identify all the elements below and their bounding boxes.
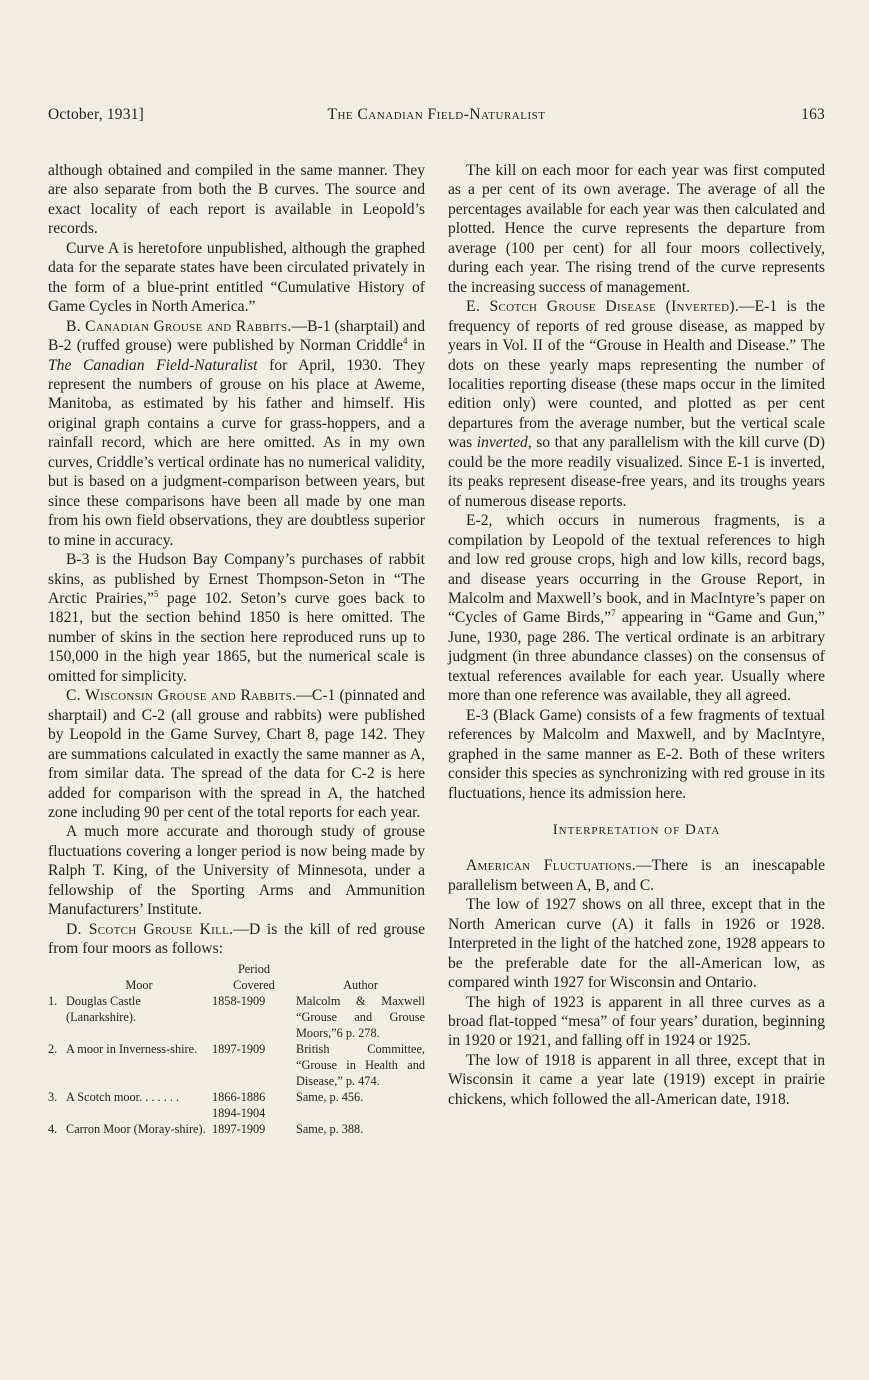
paragraph: E-3 (Black Game) consists of a few fragments of textual references by Malcolm and Maxwell, and by MacIntyre, graphed in the same manner as E-2. Both of these writers consider this species as synchronizing with red grouse in its fluctuations, hence its admission here.: [448, 706, 825, 802]
paragraph: Curve A is heretofore unpublished, although the graphed data for the separate states have been circulated privately in the form of a blue-print entitled “Cumulative History of Game Cycles in North America.”: [48, 239, 425, 316]
table-header-author: Author: [343, 977, 378, 992]
paragraph: E. Scotch Grouse Disease (Inverted).—E-1 is the frequency of reports of red grouse disease, as mapped by years in Vol. II of the “Grouse in Health and Disease.” The dots on these yearly maps representing the number of localities reporting disease (these maps occur in the limited edition only) were counted, and plotted as per cent departures from the average number, but the vertical scale was inverted, so that any parallelism with the kill curve (D) could be the more readily visualized. Since E-1 is inverted, its peaks represent disease-free years, and its troughs years of numerous disease reports.: [448, 298, 826, 510]
paragraph: A much more accurate and thorough study of grouse fluctuations covering a longer period is now being made by Ralph T. King, of the University of Minnesota, under a fellowship of the Sporting Arms and Ammunition Manufacturers’ Institute.: [48, 823, 425, 919]
header-page-number: 163: [801, 106, 825, 123]
table-header-covered: Covered: [233, 977, 275, 992]
table-row: 1. Douglas Castle (Lanarkshire). 1858-1909 Malcolm & Maxwell “Grouse and Grouse Moors,”6 p. 278.: [48, 993, 425, 1040]
table-row: 3. A Scotch moor. . . . . . . 1866-1886 1894-1904 Same, p. 456.: [48, 1089, 364, 1120]
footnote-ref: 5: [153, 588, 159, 599]
paragraph: although obtained and compiled in the same manner. They are also separate from both the B curves. The source and exact locality of each report is available in Leopold’s records.: [48, 162, 425, 238]
paragraph: B-3 is the Hudson Bay Company’s purchases of rabbit skins, as published by Ernest Thompson-Seton in “The Arctic Prairies,”$^5$ page 102. Seton’s curve goes back to 1821, but the section behind 1850 is here omitted. The number of skins in the section here reproduced runs up to 150,000 in the high year 1865, but the numerical scale is omitted for simplicity.: [48, 551, 425, 685]
paragraph: B. Canadian Grouse and Rabbits.—B-1 (sharptail) and B-2 (ruffed grouse) were published by Norman Criddle$^4$ in The Canadian Field-Naturalist for April, 1930. They represent the numbers of grouse on his place at Aweme, Manitoba, as estimated by his father and himself. His original graph contains a curve for grass-hoppers, and a rainfall record, which are here omitted. As in my own curves, Criddle’s vertical ordinate has no numerical validity, but is based on a judgment-comparison between years, but since these comparisons have been all made by one man from his own field observations, they are doubtless superior to mine in accuracy.: [48, 317, 425, 549]
section-run-in-head: C. Wisconsin Grouse and Rabbits.: [66, 687, 297, 705]
paragraph: The low of 1918 is apparent in all three, except that in Wisconsin it came a year late (1919) except in prairie chickens, which followed the all-American date, 1918.: [448, 1051, 825, 1108]
section-run-in-head: B. Canadian Grouse and Rabbits.: [66, 317, 292, 335]
section-heading: Interpretation of Data: [552, 821, 721, 838]
paragraph: The high of 1923 is apparent in all three curves as a broad flat-topped “mesa” of four years’ duration, beginning in 1920 or 1921, and falling off in 1924 or 1925.: [448, 993, 825, 1050]
table-header-moor: Moor: [125, 977, 153, 992]
paragraph: The low of 1927 shows on all three, except that in the North American curve (A) it falls in 1926 or 1928. Interpreted in the light of the hatched zone, 1928 appears to be the preferable date for the all-American low, as compared winth 1927 for Wisconsin and Ontario.: [448, 896, 825, 992]
section-run-in-head: D. Scotch Grouse Kill.: [66, 920, 234, 938]
section-run-in-head: American Fluctuations.: [466, 857, 636, 875]
paragraph: The kill on each moor for each year was first computed as a per cent of its own average. The average of all the percentages available for each year was then calculated and plotted. Hence the curve represents the departure from average (100 per cent) for all four moors collectively, during each year. The rising trend of the curve represents the increasing success of management.: [448, 162, 825, 296]
paragraph: C. Wisconsin Grouse and Rabbits.—C-1 (pinnated and sharptail) and C-2 (all grouse and rabbits) were published by Leopold in the Game Survey, Chart 8, page 142. They are summations calculated in exactly the same manner as A, from similar data. The spread of the data for C-2 is here added for comparison with the spread in A, the hatched zone including 90 per cent of the total reports for each year.: [48, 687, 426, 821]
paragraph: American Fluctuations.—There is an inescapable parallelism between A, B, and C.: [448, 857, 825, 894]
table-row: 2. A moor in Inverness-shire. 1897-1909 British Committee, “Grouse in Health and Disease,” p. 474.: [48, 1041, 425, 1088]
header-date: October, 1931]: [48, 106, 145, 123]
paragraph: D. Scotch Grouse Kill.—D is the kill of red grouse from four moors as follows:: [48, 920, 425, 958]
italic-title: The Canadian Field-Naturalist: [48, 356, 258, 374]
footnote-ref: 4: [403, 335, 408, 346]
table-header-period: Period: [237, 961, 271, 976]
section-run-in-head: E. Scotch Grouse Disease (Inverted).: [466, 298, 740, 316]
italic-word: inverted: [476, 434, 528, 452]
paragraph: E-2, which occurs in numerous fragments, is a compilation by Leopold of the textual references to high and low red grouse crops, high and low kills, record bags, and disease years occurring in the Grouse Report, in Malcolm and Maxwell’s book, and in MacIntyre’s paper on “Cycles of Game Birds,”$^7$ appearing in “Game and Gun,” June, 1930, page 286. The vertical ordinate is an arbitrary judgment (in three abundance classes) on the consensus of textual references available for each year. Usually where more than one reference was available, they all agreed.: [448, 512, 825, 705]
left-column: [48, 161, 425, 1137]
right-column: [448, 161, 825, 1109]
moor-table: [48, 961, 425, 1137]
footnote-ref: 7: [611, 608, 616, 619]
header-journal-title: The Canadian Field-Naturalist: [327, 106, 546, 123]
table-row: 4. Carron Moor (Moray-shire). 1897-1909 Same, p. 388.: [48, 1121, 364, 1136]
